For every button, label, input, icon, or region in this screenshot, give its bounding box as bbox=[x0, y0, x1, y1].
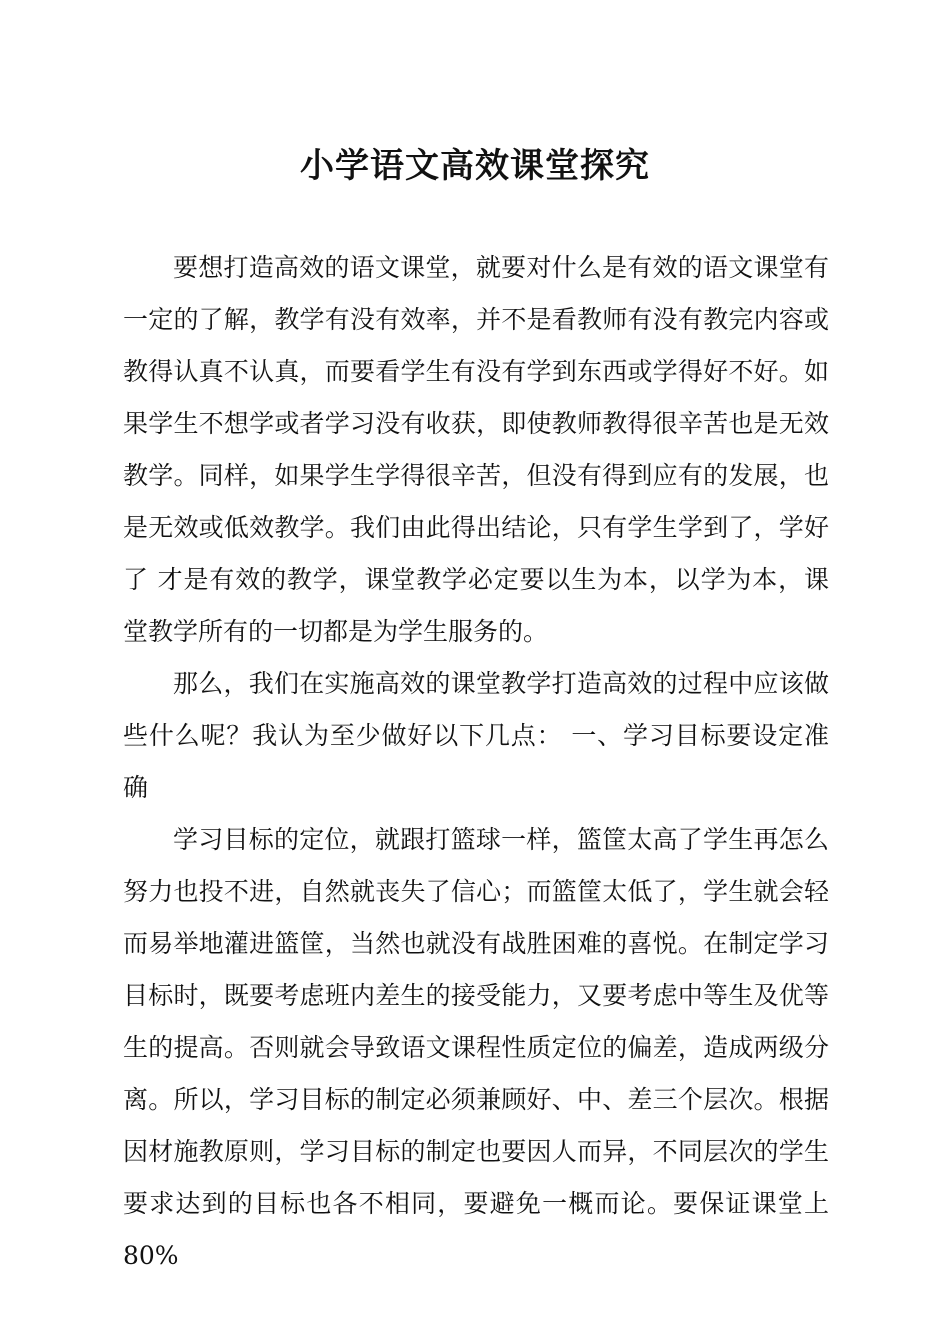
paragraph-1: 要想打造高效的语文课堂，就要对什么是有效的语文课堂有一定的了解，教学有没有效率，并不是看教师有没有教完内容或教得认真不认真，而要看学生有没有学到东西或学得好不好。如果学生不想学或者学习没有收获，即使教师教得很辛苦也是无效教学。同样，如果学生学得很辛苦，但没有得到应有的发展，也是无效或低效教学。我们由此得出结论，只有学生学到了，学好了 才是有效的教学，课堂教学必定要以生为本，以学为本，课堂教学所有的一切都是为学生服务的。 bbox=[123, 253, 829, 646]
document-body bbox=[123, 242, 829, 1282]
paragraph-2: 那么，我们在实施高效的课堂教学打造高效的过程中应该做些什么呢？我认为至少做好以下几点： 一、学习目标要设定准确 bbox=[123, 669, 829, 802]
paragraph-3: 学习目标的定位，就跟打篮球一样，篮筐太高了学生再怎么努力也投不进，自然就丧失了信心；而篮筐太低了，学生就会轻而易举地灌进篮筐，当然也就没有战胜困难的喜悦。在制定学习目标时，既要考虑班内差生的接受能力，又要考虑中等生及优等生的提高。否则就会导致语文课程性质定位的偏差，造成两级分离。所以，学习目标的制定必须兼顾好、中、差三个层次。根据因材施教原则，学习目标的制定也要因人而异，不同层次的学生要求达到的目标也各不相同，要避免一概而论。要保证课堂上80% bbox=[123, 825, 829, 1270]
document-title: 小学语文高效课堂探究 bbox=[300, 146, 650, 186]
